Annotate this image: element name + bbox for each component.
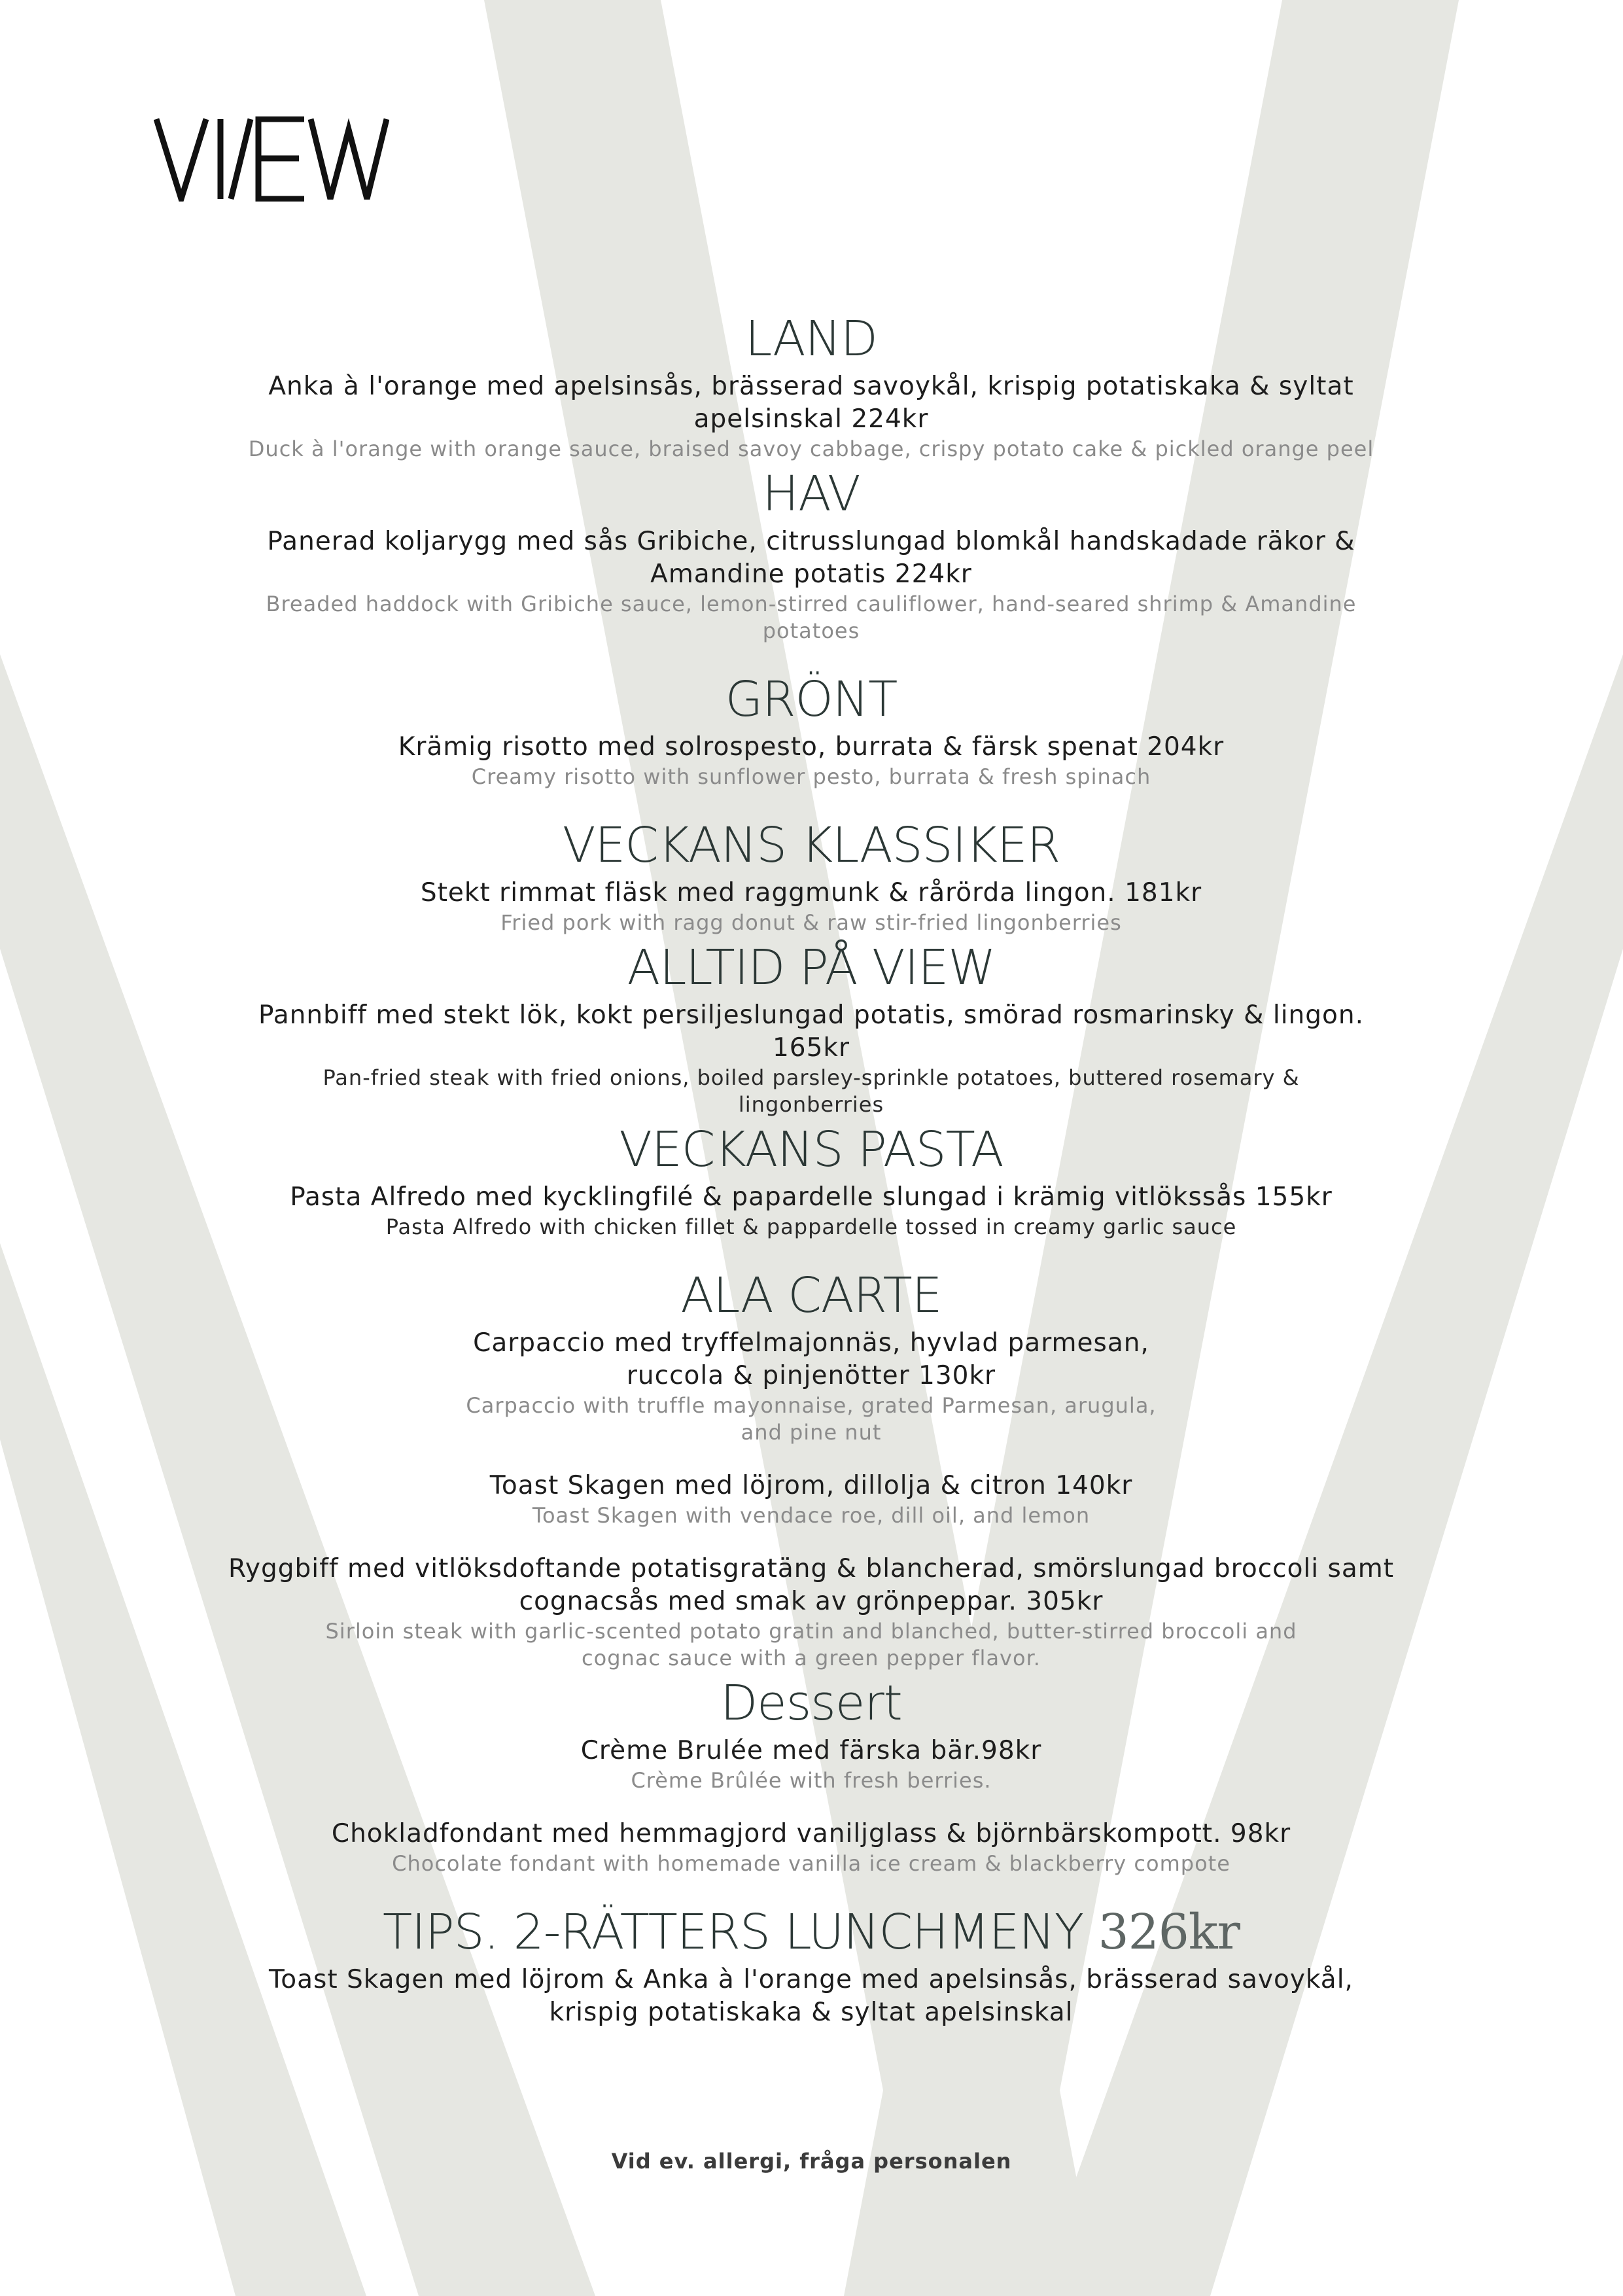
dish-english: Sirloin steak with garlic-scented potato gratin and blanched, butter-stirred broccoli and cognac sauce with a green pepper flavor. [325, 1619, 1297, 1670]
dish-english: Pasta Alfredo with chicken fillet & pappardelle tossed in creamy garlic sauce [385, 1214, 1237, 1239]
tips-title: TIPS. 2-RÄTTERS LUNCHMENY [382, 1904, 1084, 1960]
dish-english: Fried pork with ragg donut & raw stir-fried lingonberries [500, 910, 1122, 935]
dish-english: Breaded haddock with Gribiche sauce, lemon-stirred cauliflower, hand-seared shrimp & Amandine potatoes [266, 592, 1357, 643]
dish-english: Pan-fried steak with fried onions, boiled parsley-sprinkle potatoes, buttered rosemary & lingonberries [323, 1065, 1300, 1117]
dish-swedish: Panerad koljarygg med sås Gribiche, citrusslungad blomkål handskadade räkor & Amandine potatis 224kr [267, 527, 1355, 589]
dish-english: Toast Skagen with vendace roe, dill oil, and lemon [532, 1503, 1091, 1528]
section-title-land: LAND [745, 311, 877, 367]
dish-english: Crème Brûlée with fresh berries. [631, 1768, 992, 1793]
section-title-pasta: VECKANS PASTA [619, 1122, 1003, 1178]
dish-swedish: Anka à l'orange med apelsinsås, brässerad savoykål, krispig potatiskaka & syltat apelsinskal 224kr [268, 372, 1354, 434]
menu-content [157, 308, 1465, 2029]
dish-english: Chocolate fondant with homemade vanilla ice cream & blackberry compote [392, 1851, 1230, 1876]
dish-swedish: Stekt rimmat fläsk med raggmunk & rårörda lingon. 181kr [420, 878, 1202, 908]
dish-english: Duck à l'orange with orange sauce, braised savoy cabbage, crispy potato cake & pickled orange peel [248, 436, 1374, 461]
section-title-klassiker: VECKANS KLASSIKER [562, 817, 1060, 874]
section-title-tips [157, 1901, 1465, 1964]
allergy-footer: Vid ev. allergi, fråga personalen [611, 2149, 1012, 2174]
dish-english: Creamy risotto with sunflower pesto, burrata & fresh spinach [471, 764, 1151, 789]
dish-swedish: Chokladfondant med hemmagjord vaniljglass & björnbärskompott. 98kr [331, 1819, 1291, 1848]
tips-price: 326kr [1098, 1904, 1240, 1960]
section-title-hav: HAV [762, 466, 860, 522]
dish-swedish: Ryggbiff med vitlöksdoftande potatisgratäng & blancherad, smörslungad broccoli samt cognacsås med smak av grönpeppar. 305kr [228, 1554, 1395, 1616]
dish-english: Carpaccio with truffle mayonnaise, grated Parmesan, arugula, and pine nut [466, 1393, 1157, 1445]
section-title-alltid: ALLTID PÅ VIEW [627, 940, 996, 996]
dish-swedish: Pasta Alfredo med kycklingfilé & papardelle slungad i krämig vitlökssås 155kr [290, 1182, 1333, 1212]
dish-swedish: Krämig risotto med solrospesto, burrata & färsk spenat 204kr [398, 732, 1225, 762]
view-logo [154, 116, 389, 202]
section-title-dessert: Dessert [720, 1675, 902, 1731]
dish-swedish: Toast Skagen med löjrom & Anka à l'orange med apelsinsås, brässerad savoykål, krispig potatiskaka & syltat apelsinskal [269, 1965, 1353, 2027]
dish-swedish: Carpaccio med tryffelmajonnäs, hyvlad parmesan, ruccola & pinjenötter 130kr [473, 1328, 1149, 1390]
section-title-alacarte: ALA CARTE [680, 1267, 942, 1324]
section-title-gront: GRÖNT [725, 671, 898, 728]
dish-swedish: Crème Brulée med färska bär.98kr [580, 1736, 1042, 1765]
dish-swedish: Pannbiff med stekt lök, kokt persiljeslungad potatis, smörad rosmarinsky & lingon. 165kr [258, 1000, 1365, 1063]
dish-swedish: Toast Skagen med löjrom, dillolja & citron 140kr [489, 1471, 1133, 1500]
